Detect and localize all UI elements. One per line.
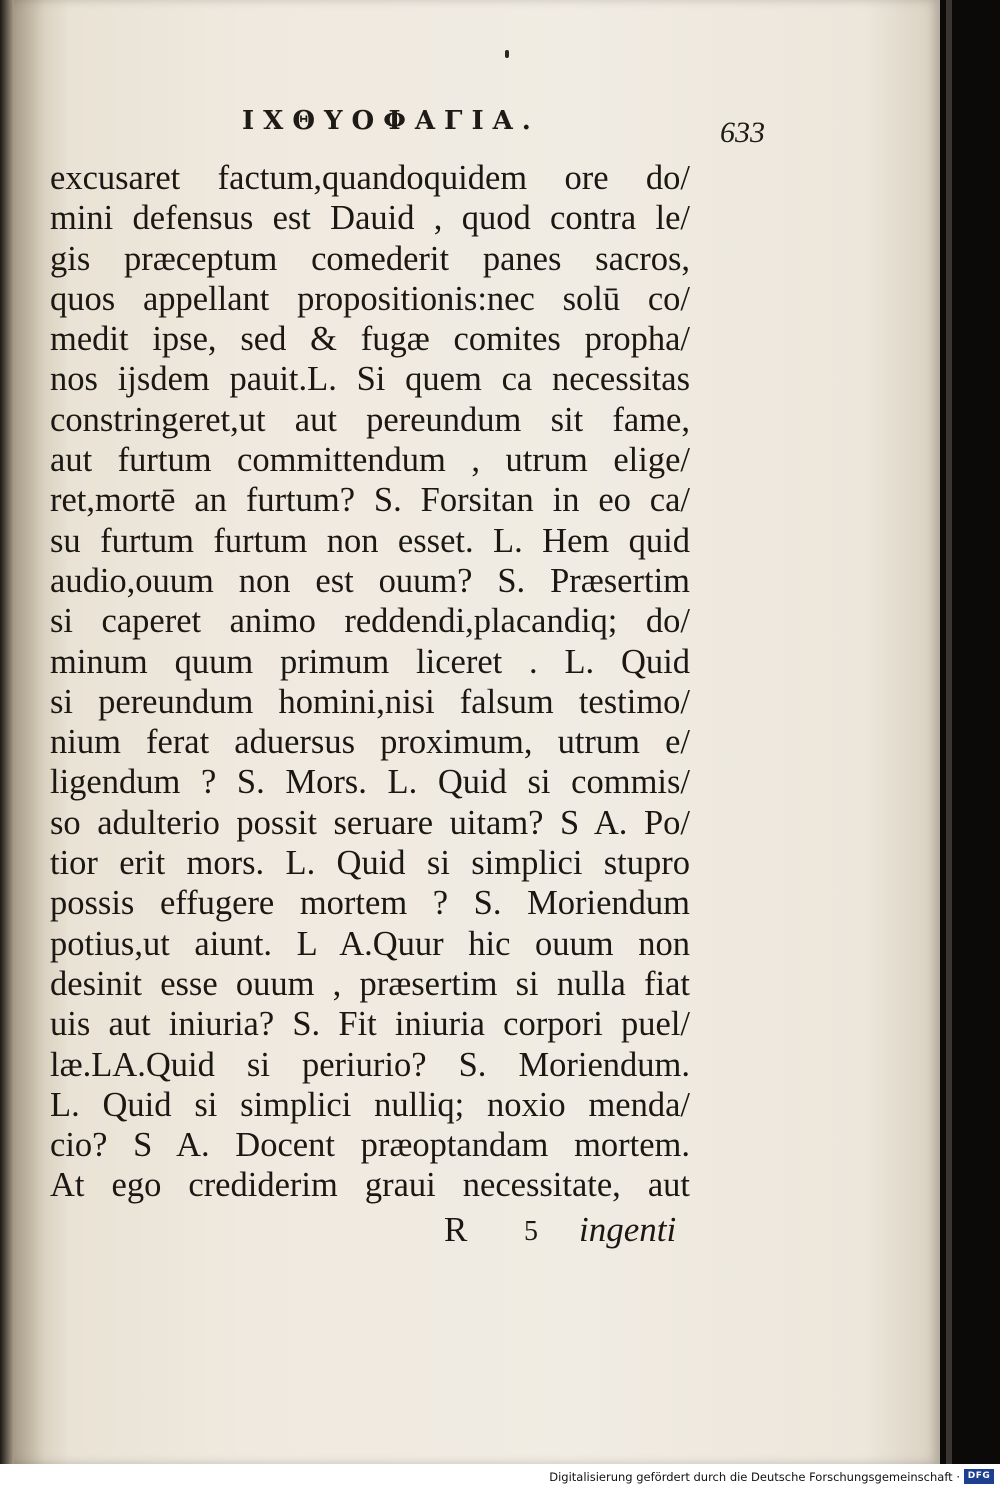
text-line: constringeret,ut aut pereundum sit fame, [50, 400, 690, 439]
text-line: quos appellant propositionis:nec solū co/ [50, 279, 690, 318]
catchword: ingenti [579, 1210, 677, 1249]
text-line: L. Quid si simplici nulliq; noxio menda/ [50, 1085, 690, 1124]
text-line: aut furtum committendum , utrum elige/ [50, 441, 690, 480]
text-line: minum quum primum liceret . L. Quid [50, 642, 690, 681]
text-line: su furtum furtum non esset. L. Hem quid [50, 521, 690, 560]
text-line: ligendum ? S. Mors. L. Quid si commis/ [50, 763, 690, 802]
text-line: si caperet animo reddendi,placandiq; do/ [50, 602, 690, 641]
text-line: mini defensus est Dauid , quod contra le/ [50, 199, 690, 238]
dfg-logo-icon: DFG [964, 1469, 994, 1484]
text-line: excusaret factum,quandoquidem ore do/ [50, 159, 690, 197]
ink-mark [505, 50, 509, 58]
text-line: audio,ouum non est ouum? S. Præsertim [50, 561, 690, 600]
signature-number: 5 [524, 1216, 538, 1247]
text-line: læ.LA.Quid si periurio? S. Moriendum. [50, 1045, 690, 1084]
text-line: medit ipse, sed & fugæ comites propha/ [50, 320, 690, 359]
book-page [14, 0, 940, 1464]
book-gutter [0, 0, 14, 1464]
page-number: 633 [720, 116, 765, 149]
text-line: nium ferat aduersus proximum, utrum e/ [50, 723, 690, 762]
page-edge [946, 0, 952, 1464]
text-line: potius,ut aiunt. L A.Quur hic ouum non [50, 924, 690, 963]
text-line: cio? S A. Docent præoptandam mortem. [50, 1126, 690, 1165]
footer-bar [0, 1464, 1000, 1490]
text-line: so adulterio possit seruare uitam? S A. Po/ [50, 803, 690, 842]
running-head: ΙΧΘΥΟΦΑΓΙΑ. [242, 106, 540, 136]
text-line: tior erit mors. L. Quid si simplici stupro [50, 844, 690, 883]
text-line: At ego crediderim graui necessitate, aut [50, 1166, 690, 1205]
text-line: uis aut iniuria? S. Fit iniuria corpori puel/ [50, 1005, 690, 1044]
text-line: nos ijsdem pauit.L. Si quem ca necessitas [50, 360, 690, 399]
body-text [50, 158, 700, 1206]
funding-credit: Digitalisierung gefördert durch die Deutsche Forschungsgemeinschaft · [549, 1470, 960, 1484]
text-line: ret,mortē an furtum? S. Forsitan in eo ca/ [50, 481, 690, 520]
signature-mark: R [444, 1210, 468, 1249]
text-line: si pereundum homini,nisi falsum testimo/ [50, 682, 690, 721]
signature-line [444, 1210, 694, 1254]
text-line: possis effugere mortem ? S. Moriendum [50, 884, 690, 923]
text-line: gis præceptum comederit panes sacros, [50, 239, 690, 278]
text-line: desinit esse ouum , præsertim si nulla fiat [50, 964, 690, 1003]
